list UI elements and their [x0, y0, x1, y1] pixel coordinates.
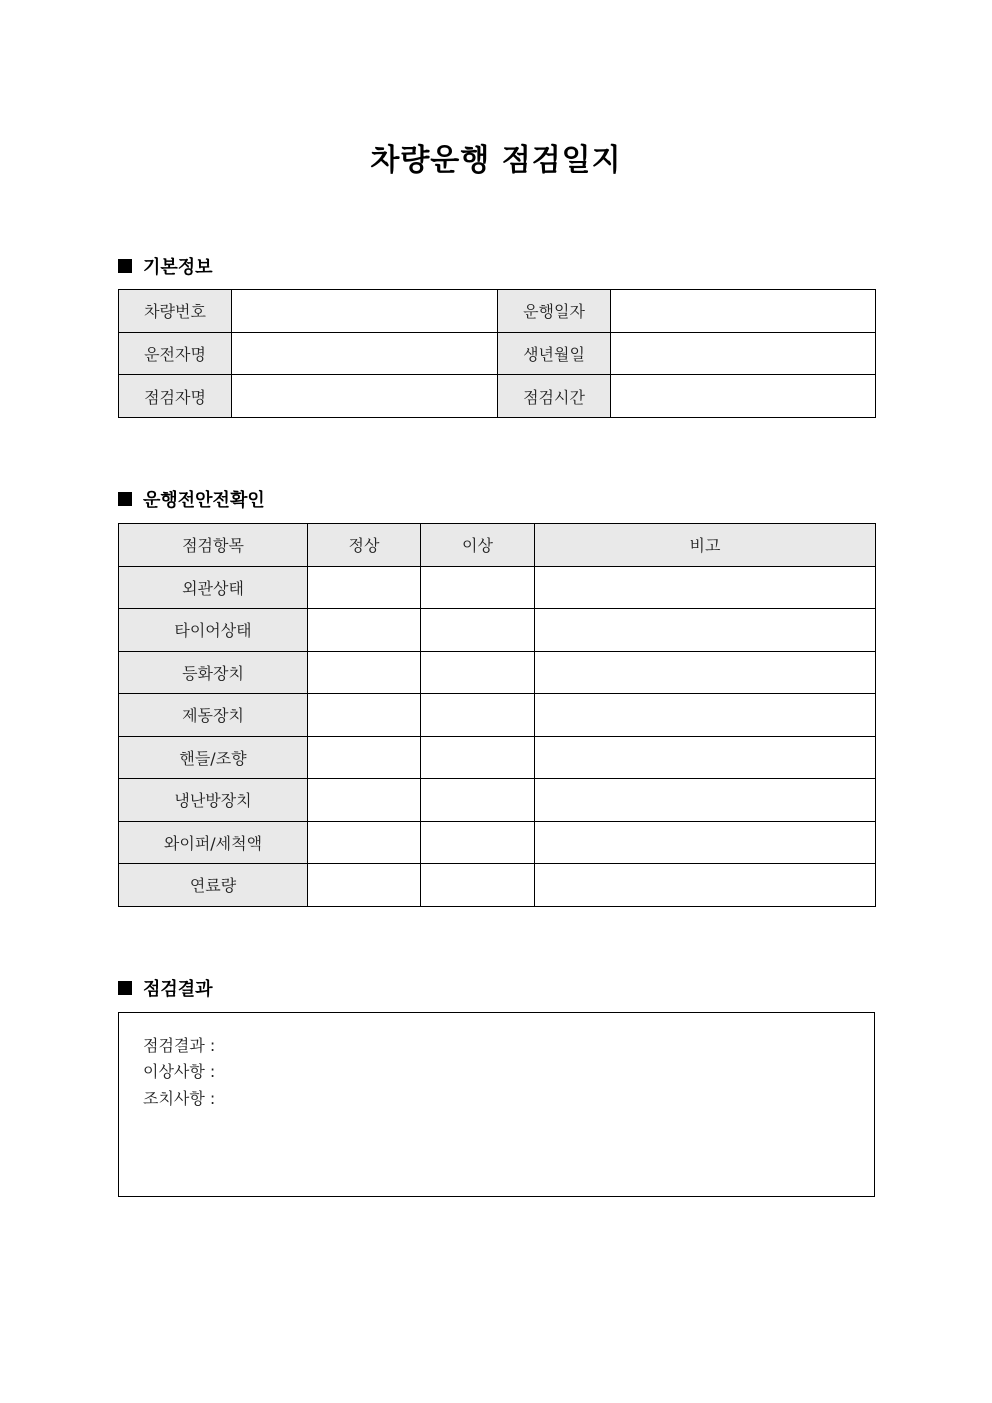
- abnormal-cell[interactable]: [421, 821, 535, 864]
- table-row: [119, 566, 876, 609]
- result-label: 점검결과 :: [143, 1036, 216, 1055]
- column-header-abnormal: 이상: [421, 524, 535, 567]
- normal-cell[interactable]: [308, 821, 421, 864]
- inspection-result-box[interactable]: [118, 1012, 875, 1197]
- normal-cell[interactable]: [308, 864, 421, 907]
- check-item-label: 외관상태: [119, 566, 308, 609]
- abnormal-cell[interactable]: [421, 694, 535, 737]
- abnormal-cell[interactable]: [421, 609, 535, 652]
- abnormal-cell[interactable]: [421, 779, 535, 822]
- abnormal-cell[interactable]: [421, 651, 535, 694]
- birth-date-label: 생년월일: [498, 332, 611, 375]
- driver-name-label: 운전자명: [119, 332, 232, 375]
- note-cell[interactable]: [535, 736, 876, 779]
- normal-cell[interactable]: [308, 651, 421, 694]
- note-cell[interactable]: [535, 651, 876, 694]
- table-row: [119, 736, 876, 779]
- table-row: [119, 779, 876, 822]
- section-header-pre-drive-check: [118, 486, 265, 512]
- inspection-time-field[interactable]: [611, 375, 876, 418]
- normal-cell[interactable]: [308, 736, 421, 779]
- check-item-label: 와이퍼/세척액: [119, 821, 308, 864]
- drive-date-field[interactable]: [611, 290, 876, 333]
- inspector-name-label: 점검자명: [119, 375, 232, 418]
- normal-cell[interactable]: [308, 609, 421, 652]
- check-item-label: 냉난방장치: [119, 779, 308, 822]
- inspector-name-field[interactable]: [232, 375, 498, 418]
- check-item-label: 타이어상태: [119, 609, 308, 652]
- pre-drive-check-table: [118, 523, 876, 907]
- table-row: [119, 694, 876, 737]
- table-row: [119, 290, 876, 333]
- abnormal-cell[interactable]: [421, 736, 535, 779]
- normal-cell[interactable]: [308, 566, 421, 609]
- note-cell[interactable]: [535, 566, 876, 609]
- table-header-row: [119, 524, 876, 567]
- abnormal-cell[interactable]: [421, 566, 535, 609]
- black-square-icon: [118, 492, 132, 506]
- column-header-normal: 정상: [308, 524, 421, 567]
- abnormal-cell[interactable]: [421, 864, 535, 907]
- table-row: [119, 864, 876, 907]
- section-title: 운행전안전확인: [143, 490, 265, 511]
- normal-cell[interactable]: [308, 779, 421, 822]
- vehicle-number-field[interactable]: [232, 290, 498, 333]
- note-cell[interactable]: [535, 609, 876, 652]
- note-cell[interactable]: [535, 864, 876, 907]
- basic-info-table: [118, 289, 876, 418]
- note-cell[interactable]: [535, 779, 876, 822]
- inspection-time-label: 점검시간: [498, 375, 611, 418]
- black-square-icon: [118, 981, 132, 995]
- section-title: 기본정보: [143, 257, 213, 278]
- note-cell[interactable]: [535, 694, 876, 737]
- result-line-actions: [143, 1086, 215, 1109]
- table-row: [119, 332, 876, 375]
- table-row: [119, 375, 876, 418]
- check-item-label: 등화장치: [119, 651, 308, 694]
- vehicle-number-label: 차량번호: [119, 290, 232, 333]
- table-row: [119, 821, 876, 864]
- section-title: 점검결과: [143, 979, 213, 1000]
- note-cell[interactable]: [535, 821, 876, 864]
- column-header-note: 비고: [535, 524, 876, 567]
- result-line-inspection: [143, 1033, 215, 1056]
- section-header-inspection-result: [118, 975, 213, 1001]
- drive-date-label: 운행일자: [498, 290, 611, 333]
- normal-cell[interactable]: [308, 694, 421, 737]
- table-row: [119, 651, 876, 694]
- result-label: 조치사항 :: [143, 1089, 216, 1108]
- section-header-basic-info: [118, 253, 213, 279]
- black-square-icon: [118, 259, 132, 273]
- driver-name-field[interactable]: [232, 332, 498, 375]
- document-title: 차량운행 점검일지: [370, 143, 622, 178]
- birth-date-field[interactable]: [611, 332, 876, 375]
- column-header-item: 점검항목: [119, 524, 308, 567]
- result-label: 이상사항 :: [143, 1062, 216, 1081]
- check-item-label: 연료량: [119, 864, 308, 907]
- check-item-label: 핸들/조향: [119, 736, 308, 779]
- table-row: [119, 609, 876, 652]
- check-item-label: 제동장치: [119, 694, 308, 737]
- result-line-abnormalities: [143, 1059, 215, 1082]
